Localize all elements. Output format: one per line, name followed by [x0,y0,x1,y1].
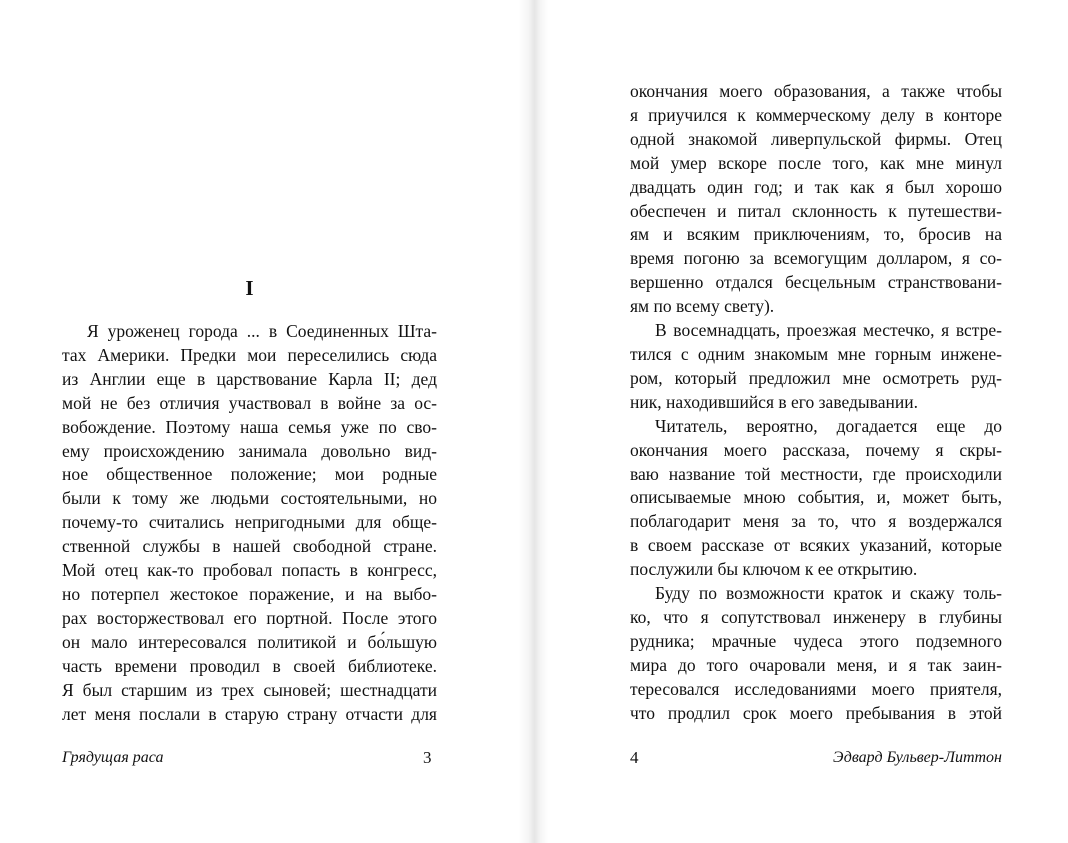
text-line: часть времени проводил в своей библиотеке. [62,655,437,676]
text-line: ственной службы в нашей свободной стране. [62,536,437,557]
text-line: тересовался исследованиями моего приятеля, [630,678,1002,699]
text-line: ко, что я сопутствовал инженеру в глубины [630,606,1002,627]
text-line: ваю название той местности, где происходили [630,463,1002,484]
left-page [0,0,530,843]
text-line: мой не без отличия участвовал в войне за ос- [62,392,437,413]
page-number-right: 4 [630,748,639,767]
text-line: Мой отец как-то пробовал попасть в конгресс, [62,560,437,581]
text-line: но потерпел жестокое поражение, и на выбо- [62,583,437,604]
text-line: ему происхождению занимала довольно вид- [62,440,437,461]
text-line: тах Америки. Предки мои переселились сюда [62,344,437,365]
page-number-left: 3 [423,748,432,767]
text-line: тился с одним знакомым мне горным инжене- [630,343,1002,364]
text-line: послужили бы ключом к ее открытию. [630,559,918,580]
text-line: описываемые мною события, и, может быть, [630,487,1002,508]
text-line: что продлил срок моего пребывания в этой [630,702,1002,723]
text-line: Я уроженец города ... в Соединенных Шта- [87,321,437,341]
text-line: были к тому же людьми состоятельными, но [62,488,437,509]
text-line: окончания моего образования, а также чтобы [630,81,1002,101]
text-line: мира до того очаровали меня, и я так заин- [630,654,1002,675]
text-line: рах восторжествовал его портной. После этого [62,607,437,628]
text-line: мой умер вскоре после того, как мне минул [630,152,1002,173]
running-title: Грядущая раса [62,749,164,766]
right-page-text [630,80,1002,725]
text-line: Буду по возможности краток и скажу толь- [655,583,1002,604]
text-line: время погоню за всемогущим долларом, я со- [630,248,1002,269]
text-line: ник, находившийся в его заведывании. [630,391,918,412]
text-line: в своем рассказе от всяких указаний, которые [630,535,1002,556]
left-page-text [62,320,437,726]
text-line: он мало интересовался политикой и бо́льшую [62,631,437,652]
text-line: почему-то считались непригодными для обще- [62,512,437,533]
text-line: двадцать один год; и так как я был хорошо [630,176,1002,197]
text-line: ное общественное положение; мои родные [62,464,437,485]
text-line: В восемнадцать, проезжая местечко, я встре- [655,320,1002,341]
text-line: из Англии еще в царствование Карла II; дед [62,368,437,389]
text-line: поблагодарит меня за то, что я воздержался [630,511,1002,532]
text-line: вобождение. Поэтому наша семья уже по сво- [62,416,437,437]
text-line: одной знакомой ливерпульской фирмы. Отец [630,128,1002,149]
text-line: обеспечен и питал склонность к путешестви- [630,200,1002,221]
text-line: окончания моего рассказа, почему я скры- [630,439,1002,460]
running-author: Эдвард Бульвер-Литтон [833,749,1002,766]
text-line: ям и всяким приключениям, то, бросив на [630,224,1002,245]
text-line: вершенно отдался бесцельным странствовани- [630,272,1002,293]
chapter-heading: I [245,276,254,300]
text-line: ром, который предложил мне осмотреть руд- [630,367,1002,388]
text-line: Читатель, вероятно, догадается еще до [655,415,1002,436]
text-line: Я был старшим из трех сыновей; шестнадцати [62,679,437,700]
text-line: рудника; мрачные чудеса этого подземного [630,630,1002,651]
text-line: я приучился к коммерческому делу в конторе [630,104,1002,125]
text-line: лет меня послали в старую страну отчасти для [62,703,437,724]
book-gutter-shadow [518,0,548,843]
text-line: ям по всему свету). [630,296,775,317]
